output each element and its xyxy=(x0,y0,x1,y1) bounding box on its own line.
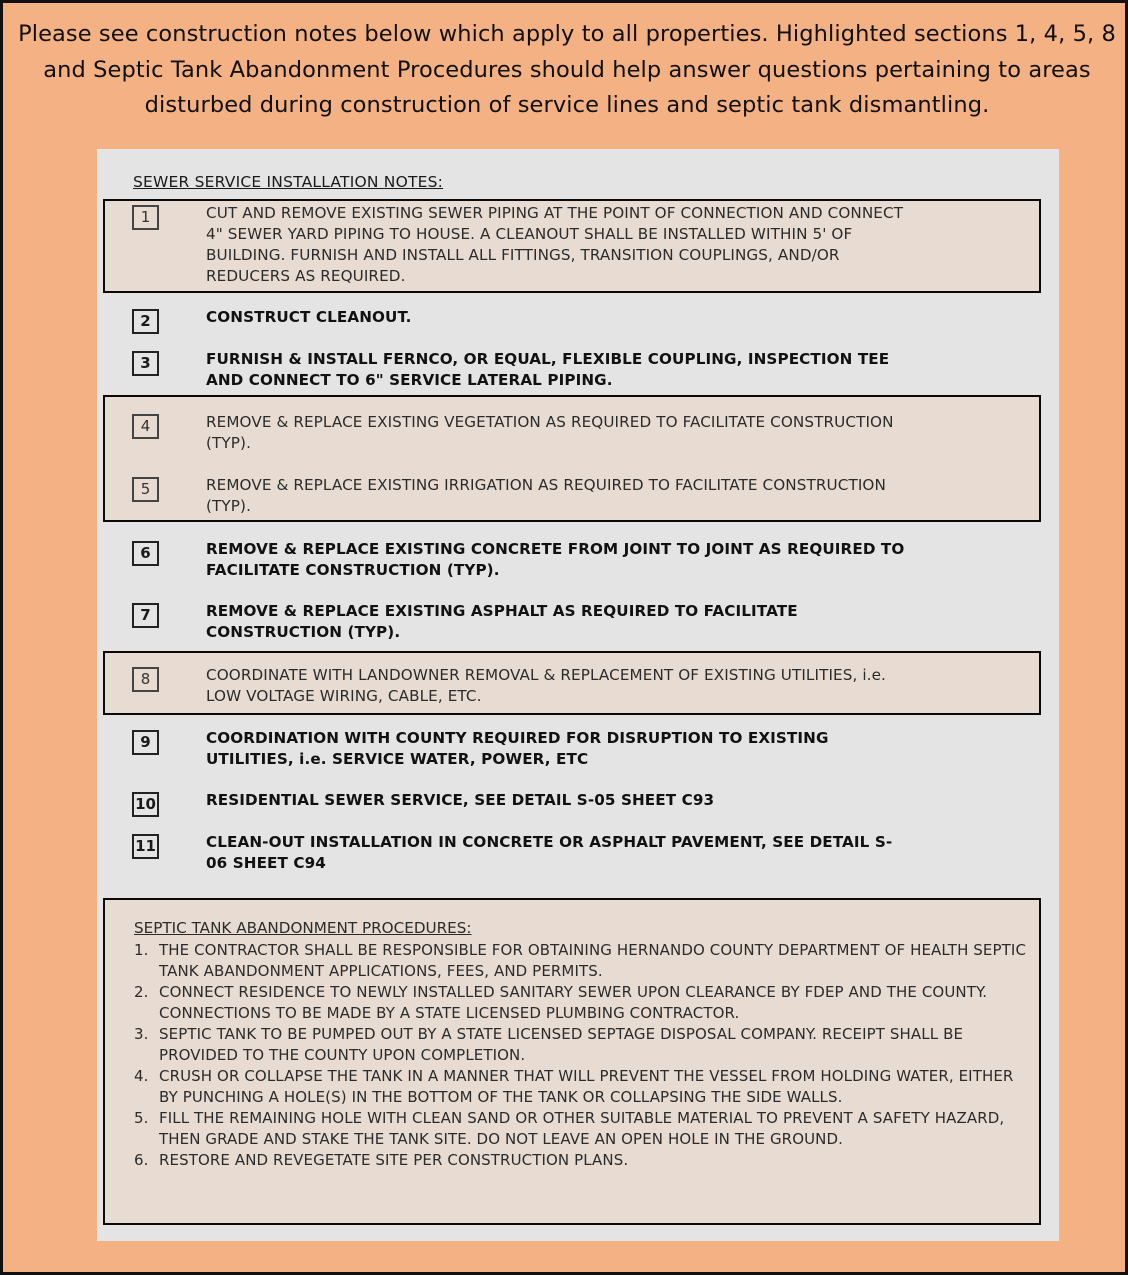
step-number: 2. xyxy=(134,983,149,1001)
step-text: FILL THE REMAINING HOLE WITH CLEAN SAND OR OTHER SUITABLE MATERIAL TO PREVENT A SAFETY HAZARD, THEN GRADE AND STAKE THE TANK SITE. DO NOT LEAVE AN OPEN HOLE IN THE GROUND. xyxy=(159,1109,1005,1148)
septic-step-4 xyxy=(134,1066,1034,1108)
septic-step-1 xyxy=(134,940,1034,982)
step-text: CRUSH OR COLLAPSE THE TANK IN A MANNER THAT WILL PREVENT THE VESSEL FROM HOLDING WATER, EITHER BY PUNCHING A HOLE(S) IN THE BOTTOM OF THE TANK OR COLLAPSING THE SIDE WALLS. xyxy=(159,1067,1014,1106)
septic-procedures-box xyxy=(103,898,1041,1225)
note-text: FURNISH & INSTALL FERNCO, OR EQUAL, FLEXIBLE COUPLING, INSPECTION TEE AND CONNECT TO 6" SERVICE LATERAL PIPING. xyxy=(206,350,890,389)
note-number: 4 xyxy=(132,414,159,439)
intro-text: Please see construction notes below which apply to all properties. Highlighted sections 1, 4, 5, 8 and Septic Tank Abandonment Procedures should help answer questions pertaining to areas disturbed during construction of service lines and septic tank dismantling. xyxy=(18,21,1116,118)
step-number: 4. xyxy=(134,1067,149,1085)
step-number: 1. xyxy=(134,941,149,959)
note-text: CONSTRUCT CLEANOUT. xyxy=(206,308,412,326)
note-text: COORDINATE WITH LANDOWNER REMOVAL & REPLACEMENT OF EXISTING UTILITIES, i.e. LOW VOLTAGE WIRING, CABLE, ETC. xyxy=(206,666,886,705)
step-number: 6. xyxy=(134,1151,149,1169)
note-number: 5 xyxy=(132,477,159,502)
septic-step-2 xyxy=(134,982,1034,1024)
note-number: 11 xyxy=(132,834,159,859)
note-number: 8 xyxy=(132,667,159,692)
note-number: 6 xyxy=(132,541,159,566)
septic-step-5 xyxy=(134,1108,1034,1150)
note-text: REMOVE & REPLACE EXISTING CONCRETE FROM JOINT TO JOINT AS REQUIRED TO FACILITATE CONSTRUCTION (TYP). xyxy=(206,540,905,579)
step-text: CONNECT RESIDENCE TO NEWLY INSTALLED SANITARY SEWER UPON CLEARANCE BY FDEP AND THE COUNTY. CONNECTIONS TO BE MADE BY A STATE LICENSED PLUMBING CONTRACTOR. xyxy=(159,983,988,1022)
note-number: 1 xyxy=(132,205,159,230)
septic-procedures-list xyxy=(134,940,1034,1171)
construction-notes-sheet xyxy=(97,149,1059,1241)
note-text: REMOVE & REPLACE EXISTING VEGETATION AS REQUIRED TO FACILITATE CONSTRUCTION (TYP). xyxy=(206,413,894,452)
septic-step-6 xyxy=(134,1150,1034,1171)
note-text: CUT AND REMOVE EXISTING SEWER PIPING AT THE POINT OF CONNECTION AND CONNECT 4" SEWER YARD PIPING TO HOUSE. A CLEANOUT SHALL BE INSTALLED WITHIN 5' OF BUILDING. FURNISH AND INSTALL ALL FITTINGS, TRANSITION COUPLINGS, AND/OR REDUCERS AS REQUIRED. xyxy=(206,204,904,285)
note-text: REMOVE & REPLACE EXISTING IRRIGATION AS REQUIRED TO FACILITATE CONSTRUCTION (TYP). xyxy=(206,476,886,515)
sewer-notes-title: SEWER SERVICE INSTALLATION NOTES: xyxy=(133,173,444,191)
note-number: 3 xyxy=(132,351,159,376)
step-text: RESTORE AND REVEGETATE SITE PER CONSTRUCTION PLANS. xyxy=(159,1151,629,1169)
note-text: REMOVE & REPLACE EXISTING ASPHALT AS REQUIRED TO FACILITATE CONSTRUCTION (TYP). xyxy=(206,602,798,641)
note-number: 10 xyxy=(132,792,159,817)
note-text: RESIDENTIAL SEWER SERVICE, SEE DETAIL S-05 SHEET C93 xyxy=(206,791,715,809)
note-number: 7 xyxy=(132,603,159,628)
note-number: 9 xyxy=(132,730,159,755)
note-text: COORDINATION WITH COUNTY REQUIRED FOR DISRUPTION TO EXISTING UTILITIES, i.e. SERVICE WATER, POWER, ETC xyxy=(206,729,829,768)
septic-step-3 xyxy=(134,1024,1034,1066)
step-number: 5. xyxy=(134,1109,149,1127)
note-number: 2 xyxy=(132,309,159,334)
step-text: SEPTIC TANK TO BE PUMPED OUT BY A STATE LICENSED SEPTAGE DISPOSAL COMPANY. RECEIPT SHALL BE PROVIDED TO THE COUNTY UPON COMPLETION. xyxy=(159,1025,964,1064)
note-text: CLEAN-OUT INSTALLATION IN CONCRETE OR ASPHALT PAVEMENT, SEE DETAIL S-06 SHEET C94 xyxy=(206,833,893,872)
step-text: THE CONTRACTOR SHALL BE RESPONSIBLE FOR OBTAINING HERNANDO COUNTY DEPARTMENT OF HEALTH SEPTIC TANK ABANDONMENT APPLICATIONS, FEES, AND PERMITS. xyxy=(159,941,1027,980)
septic-procedures-title: SEPTIC TANK ABANDONMENT PROCEDURES: xyxy=(134,919,472,937)
step-number: 3. xyxy=(134,1025,149,1043)
